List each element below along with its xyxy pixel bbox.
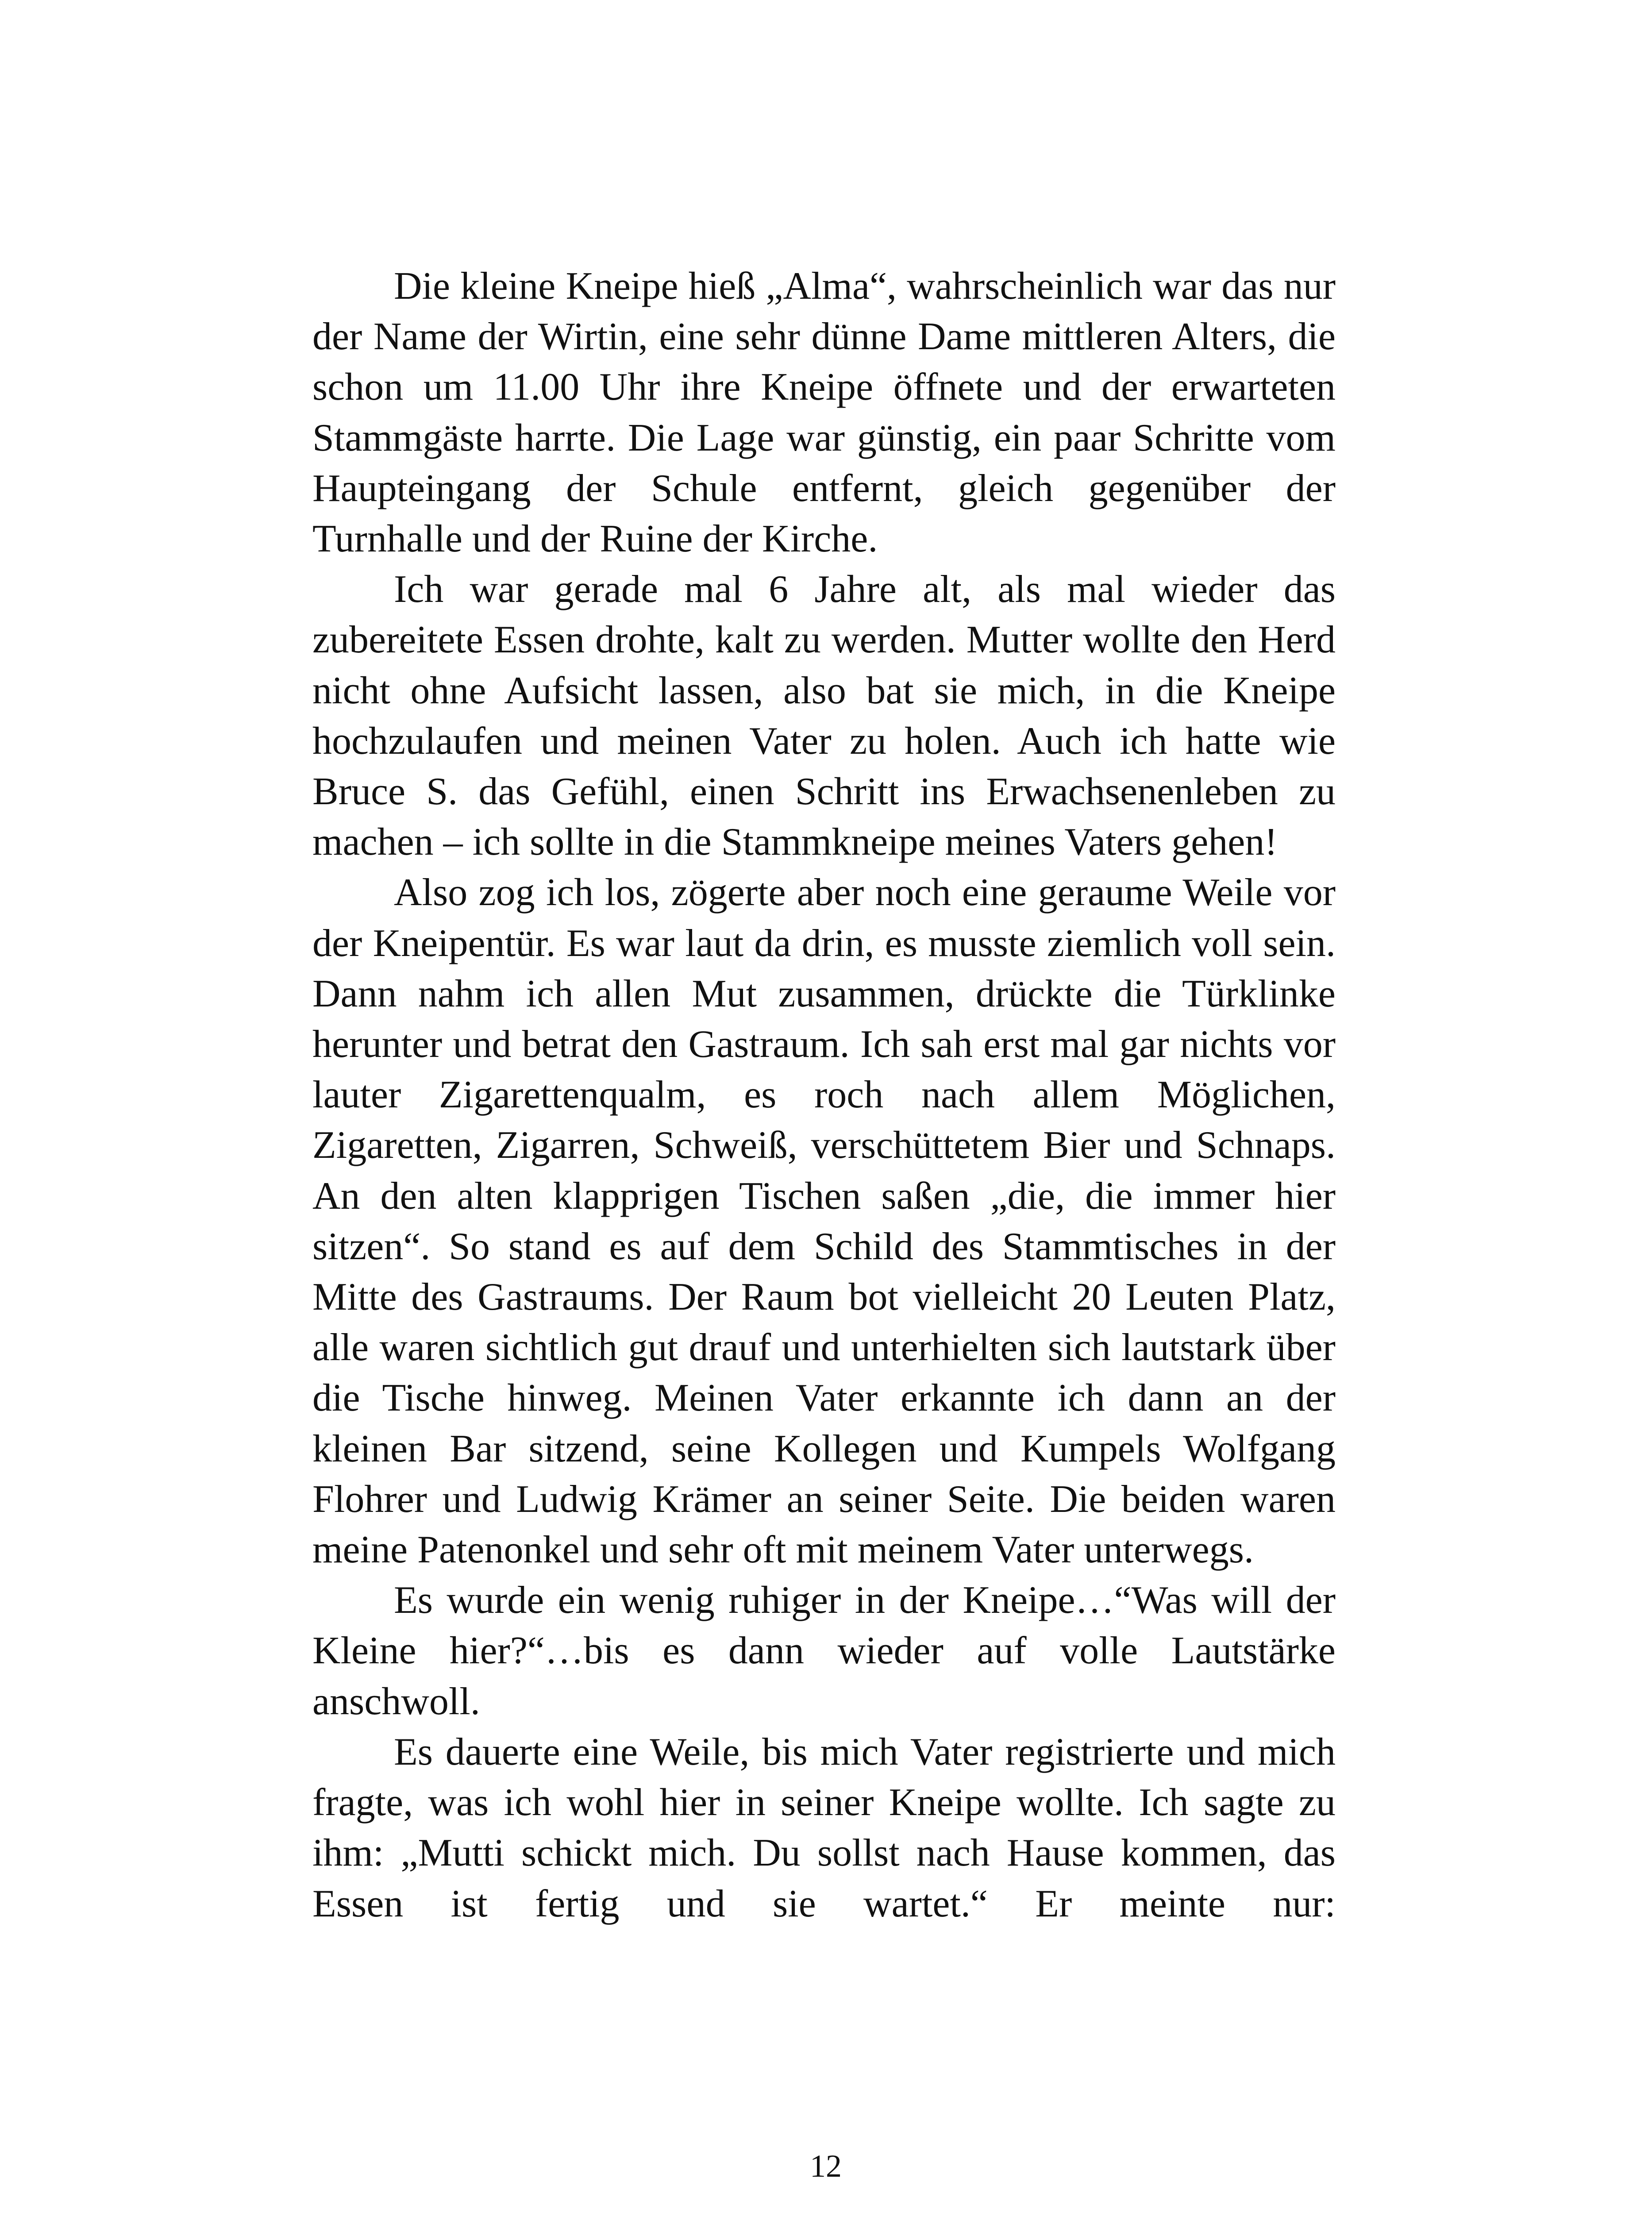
page-number: 12 xyxy=(810,2148,842,2184)
paragraph-1: Die kleine Kneipe hieß „Alma“, wahrscheinlich war das nur der Name der Wirtin, eine sehr dünne Dame mittleren Alters, die schon um 11.00 Uhr ihre Kneipe öffnete und der erwarteten Stammgäste harrte. Die Lage war günstig, ein paar Schritte vom Haupteingang der Schule entfernt, gleich gegenüber der Turnhalle und der Ruine der Kirche. xyxy=(312,265,1336,561)
paragraph-3: Also zog ich los, zögerte aber noch eine geraume Weile vor der Kneipentür. Es war laut da drin, es musste ziemlich voll sein. Dann nahm ich allen Mut zusammen, drückte die Türklinke herunter und betrat den Gastraum. Ich sah erst mal gar nichts vor lauter Zigarettenqualm, es roch nach allem Möglichen, Zigaretten, Zigarren, Schweiß, verschüttetem Bier und Schnaps. An den alten klapprigen Tischen saßen „die, die immer hier sitzen“. So stand es auf dem Schild des Stammtisches in der Mitte des Gastraums. Der Raum bot vielleicht 20 Leuten Platz, alle waren sichtlich gut drauf und unterhielten sich lautstark über die Tische hinweg. Meinen Vater erkannte ich dann an der kleinen Bar sitzend, seine Kollegen und Kumpels Wolfgang Flohrer und Ludwig Krämer an seiner Seite. Die beiden waren meine Patenonkel und sehr oft mit meinem Vater unterwegs. xyxy=(312,871,1336,1572)
body-text xyxy=(312,261,1336,1929)
paragraph-4: Es wurde ein wenig ruhiger in der Kneipe…“Was will der Kleine hier?“…bis es dann wieder auf volle Lautstärke anschwoll. xyxy=(312,1579,1336,1723)
paragraph-2: Ich war gerade mal 6 Jahre alt, als mal wieder das zubereitete Essen drohte, kalt zu werden. Mutter wollte den Herd nicht ohne Aufsicht lassen, also bat sie mich, in die Kneipe hochzulaufen und meinen Vater zu holen. Auch ich hatte wie Bruce S. das Gefühl, einen Schritt ins Erwachsenenleben zu machen – ich sollte in die Stammkneipe meines Vaters gehen! xyxy=(312,568,1336,864)
paragraph-5: Es dauerte eine Weile, bis mich Vater registrierte und mich fragte, was ich wohl hier in seiner Kneipe wollte. Ich sagte zu ihm: „Mutti schickt mich. Du sollst nach Hause kommen, das Essen ist fertig und sie wartet.“ Er meinte nur: xyxy=(312,1730,1336,1925)
